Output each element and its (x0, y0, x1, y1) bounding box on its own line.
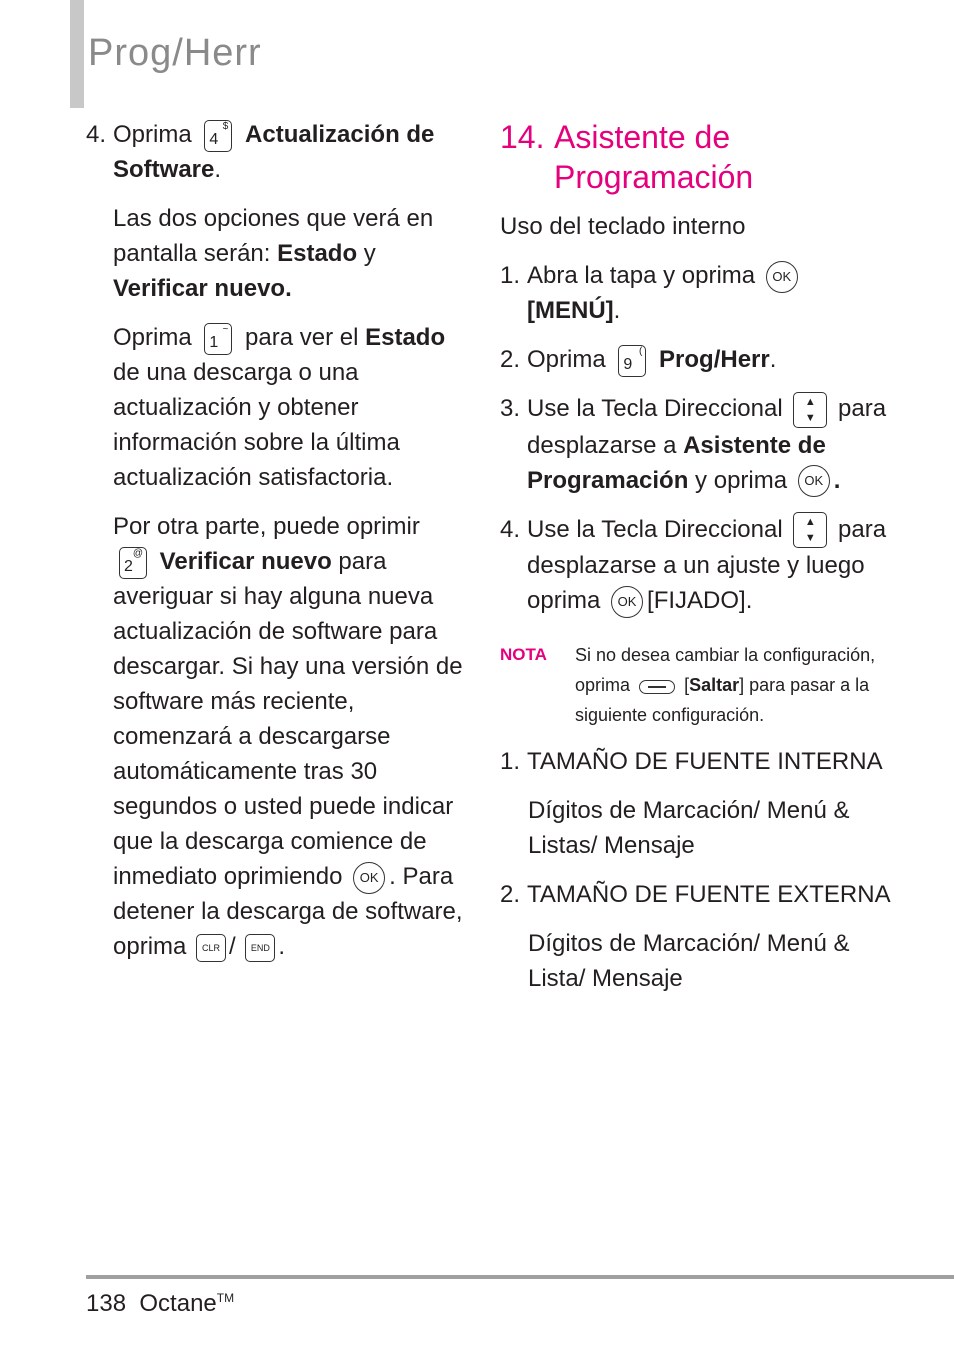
number-key-2-icon: @ 2 (119, 547, 147, 579)
right-column (500, 117, 900, 996)
ok-button-icon: OK (766, 261, 798, 293)
page-footer (86, 1290, 234, 1318)
header-accent-bar (70, 0, 84, 108)
number-key-9-icon: ( 9 (618, 345, 646, 377)
note-box: NOTA Si no desea cambiar la configuración, oprima [Saltar] para pasar a la siguiente configuración. (500, 640, 900, 730)
product-name: Octane (139, 1290, 217, 1317)
paragraph: Las dos opciones que verá en pantalla serán: Estado y Verificar nuevo. (113, 205, 434, 302)
soft-key-icon (639, 680, 675, 694)
instruction-step: 2. Oprima ( 9 Prog/Herr. (500, 342, 900, 377)
setting-description: Dígitos de Marcación/ Menú & Listas/ Mensaje (528, 797, 850, 860)
page-header-title: Prog/Herr (88, 32, 262, 74)
ok-button-icon: OK (353, 862, 385, 894)
instruction-step: 4. Oprima $ 4 Actualización de Software. (86, 117, 466, 187)
paragraph: Por otra parte, puede oprimir @ 2 Verificar nuevo para averiguar si hay alguna nueva actualización de software para descargar. Si hay una versión de software más reciente, comenzará a descargarse automáticamente tras 30 segundos o usted puede indicar que la descarga comience de inmediato oprimiendo OK . Para detener la descarga de software, oprima CLR / END . (113, 513, 463, 960)
setting-description: Dígitos de Marcación/ Menú & Lista/ Mensaje (528, 930, 850, 993)
page-number: 138 (86, 1290, 127, 1317)
setting-title: TAMAÑO DE FUENTE EXTERNA (527, 881, 891, 909)
note-label: NOTA (500, 645, 547, 665)
ok-button-icon: OK (611, 586, 643, 618)
up-down-navigation-key-icon: ▲ ▼ (793, 512, 827, 548)
number-key-1-icon: ~ 1 (204, 323, 232, 355)
power-end-key-icon: END (245, 934, 275, 962)
trademark-mark: TM (216, 1291, 235, 1305)
paragraph: Oprima ~ 1 para ver el Estado de una descarga o una actualización y obtener información sobre la última actualización satisfactoria. (113, 323, 446, 491)
clear-key-icon: CLR (196, 934, 226, 962)
left-column (86, 117, 466, 964)
section-title: 14. Asistente de Programación (500, 119, 754, 195)
number-key-4-icon: $ 4 (204, 120, 232, 152)
ok-button-icon: OK (798, 465, 830, 497)
setting-item: 1. TAMAÑO DE FUENTE INTERNA Dígitos de Marcación/ Menú & Listas/ Mensaje (500, 744, 900, 863)
step-number: 4. (86, 121, 107, 148)
instruction-step: 4. Use la Tecla Direccional ▲ ▼ para desplazarse a un ajuste y luego oprima OK [FIJADO]. (500, 512, 900, 619)
up-down-navigation-key-icon: ▲ ▼ (793, 392, 827, 428)
setting-title: TAMAÑO DE FUENTE INTERNA (527, 748, 883, 776)
instruction-step: 3. Use la Tecla Direccional ▲ ▼ para desplazarse a Asistente de Programación y oprima OK . (500, 391, 900, 498)
step-text: Oprima (113, 121, 192, 148)
instruction-step: 1. Abra la tapa y oprima OK [MENÚ]. (500, 258, 900, 328)
footer-divider (86, 1275, 954, 1279)
subheading: Uso del teclado interno (500, 213, 746, 240)
menu-option-name: Actualización de Software (113, 121, 435, 183)
setting-item: 2. TAMAÑO DE FUENTE EXTERNA Dígitos de Marcación/ Menú & Lista/ Mensaje (500, 877, 900, 996)
